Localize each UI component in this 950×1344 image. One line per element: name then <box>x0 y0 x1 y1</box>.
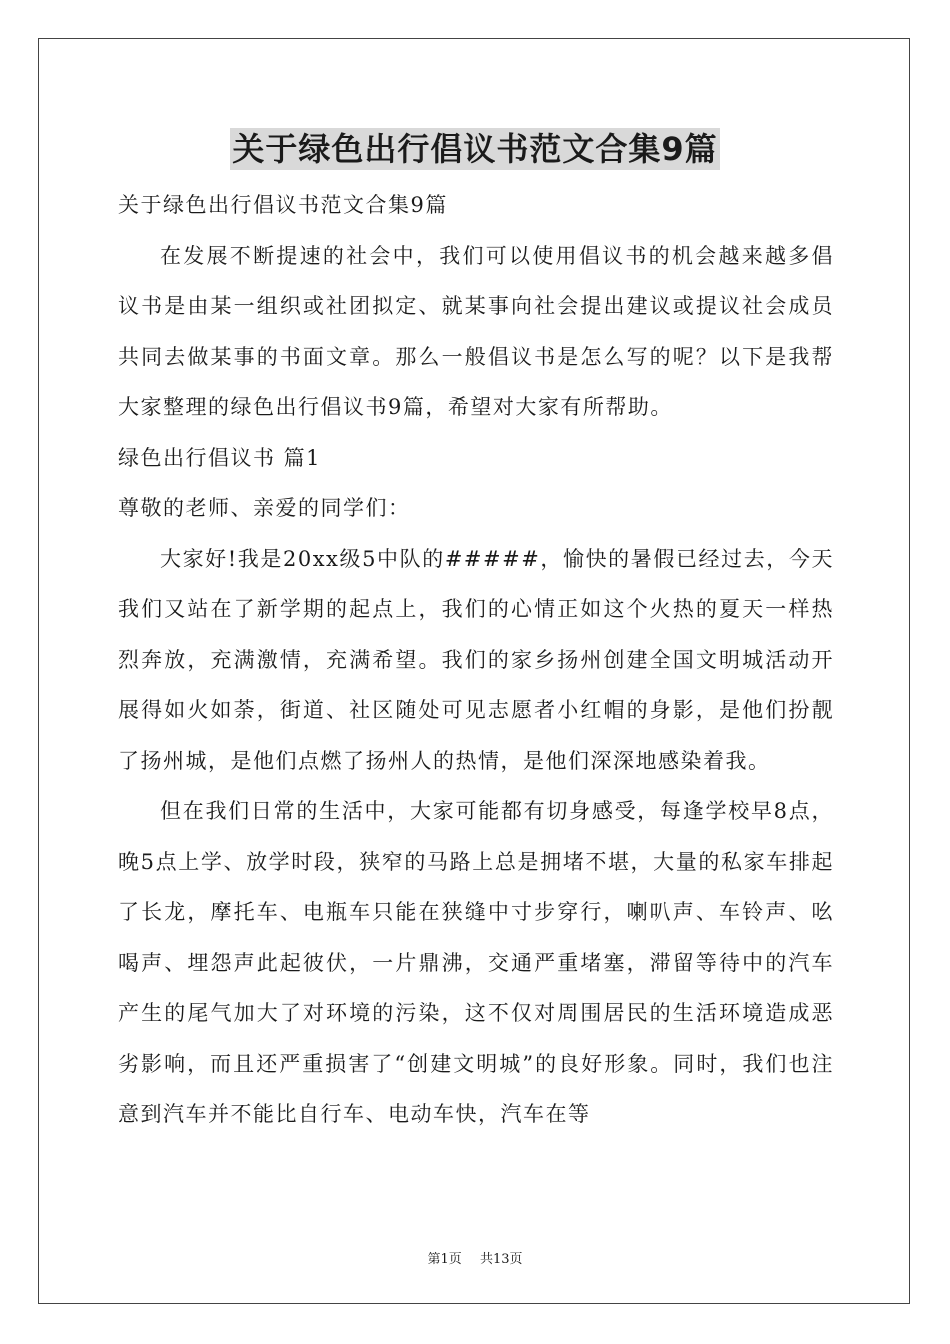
body-paragraph: 但在我们日常的生活中，大家可能都有切身感受，每逢学校早8点，晚5点上学、放学时段，狭窄的马路上总是拥堵不堪，大量的私家车排起了长龙，摩托车、电瓶车只能在狭缝中寸步穿行，喇叭声、车铃声、吆喝声、埋怨声此起彼伏，一片鼎沸，交通严重堵塞，滞留等待中的汽车产生的尾气加大了对环境的污染，这不仅对周围居民的生活环境造成恶劣影响，而且还严重损害了“创建文明城”的良好形象。同时，我们也注意到汽车并不能比自行车、电动车快，汽车在等 <box>118 799 834 1126</box>
page-footer <box>0 1248 950 1267</box>
page-total: 共13页 <box>479 1252 523 1267</box>
salutation-paragraph: 尊敬的老师、亲爱的同学们： <box>118 496 411 520</box>
document-title: 关于绿色出行倡议书范文合集9篇 <box>232 130 718 168</box>
title-container <box>0 128 950 170</box>
body-paragraph: 大家好!我是20xx级5中队的#####，愉快的暑假已经过去，今天我们又站在了新学期的起点上，我们的心情正如这个火热的夏天一样热烈奔放，充满激情，充满希望。我们的家乡扬州创建全国文明城活动开展得如火如荼，街道、社区随处可见志愿者小红帽的身影，是他们扮靓了扬州城，是他们点燃了扬州人的热情，是他们深深地感染着我。 <box>118 546 834 773</box>
intro-paragraph: 在发展不断提速的社会中，我们可以使用倡议书的机会越来越多倡议书是由某一组织或社团拟定、就某事向社会提出建议或提议社会成员共同去做某事的书面文章。那么一般倡议书是怎么写的呢？以下是我帮大家整理的绿色出行倡议书9篇，希望对大家有所帮助。 <box>118 243 834 419</box>
section-heading: 绿色出行倡议书 篇1 <box>118 445 322 470</box>
subtitle-paragraph: 关于绿色出行倡议书范文合集9篇 <box>118 193 448 217</box>
page-number: 第1页 <box>427 1252 462 1267</box>
document-body <box>118 180 834 1140</box>
